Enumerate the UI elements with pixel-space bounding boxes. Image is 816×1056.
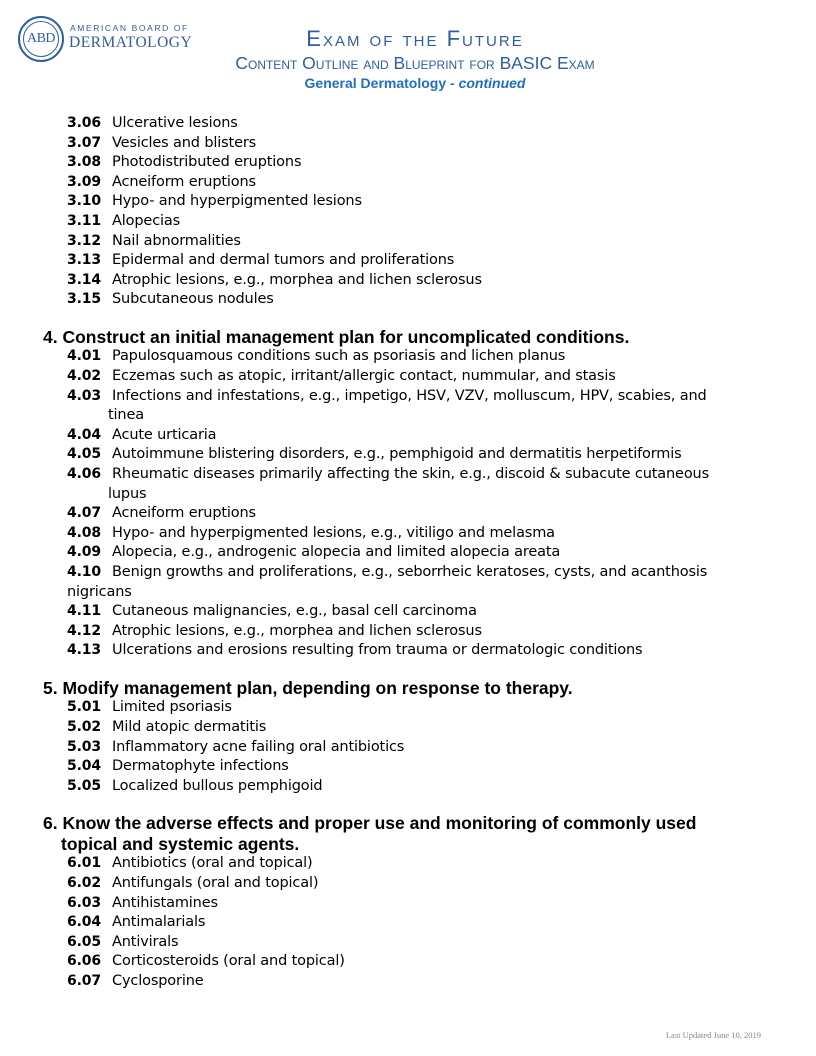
item-text: Benign growths and proliferations, e.g., seborrheic keratoses, cysts, and acanthosis [112, 563, 708, 580]
section-label [150, 74, 680, 92]
item-text: Antifungals (oral and topical) [112, 875, 319, 891]
outline-item [0, 602, 816, 622]
item-number: 4.08 [67, 524, 101, 541]
item-text: Inflammatory acne failing oral antibiotics [112, 738, 405, 755]
outline-item [0, 232, 816, 252]
outline-item [0, 347, 816, 367]
item-text: Hypo- and hyperpigmented lesions [112, 193, 362, 210]
item-text: Antibiotics (oral and topical) [112, 855, 313, 872]
item-text: Dermatophyte infections [112, 758, 289, 775]
abd-seal-icon [18, 16, 64, 62]
item-number: 4.05 [67, 446, 101, 463]
outline-item [0, 913, 816, 933]
item-text: Infections and infestations, e.g., impetigo, HSV, VZV, molluscum, HPV, scabies, and [112, 387, 707, 404]
section-6-list [0, 854, 816, 991]
item-number: 6.06 [67, 953, 101, 970]
item-number: 3.15 [67, 291, 101, 308]
outline-item [0, 524, 816, 544]
item-text: Localized bullous pemphigoid [112, 777, 323, 794]
outline-content [0, 114, 816, 992]
last-updated: Last Updated June 10, 2019 [665, 1030, 761, 1040]
item-text: Ulcerative lesions [112, 115, 238, 131]
item-text: Atrophic lesions, e.g., morphea and lichen sclerosus [112, 271, 482, 288]
outline-item [0, 563, 816, 583]
outline-item [0, 777, 816, 797]
outline-item [0, 251, 816, 271]
item-text: Papulosquamous conditions such as psoriasis and lichen planus [112, 348, 566, 365]
item-text: Antihistamines [112, 894, 218, 911]
item-number: 3.12 [67, 232, 101, 249]
item-text: Photodistributed eruptions [112, 154, 302, 171]
item-text: Mild atopic dermatitis [112, 719, 267, 736]
item-number: 4.01 [67, 348, 101, 365]
outline-item [0, 738, 816, 758]
page-header [150, 26, 680, 92]
outline-item [0, 972, 816, 992]
item-number: 5.04 [67, 758, 101, 775]
outline-item [0, 757, 816, 777]
item-number: 4.07 [67, 505, 101, 522]
item-text: Subcutaneous nodules [112, 291, 274, 308]
item-text: Acneiform eruptions [112, 505, 256, 522]
outline-item [0, 952, 816, 972]
outline-item [0, 933, 816, 953]
item-text: Atrophic lesions, e.g., morphea and lichen sclerosus [112, 622, 482, 639]
item-number: 3.08 [67, 154, 101, 171]
item-number: 3.11 [67, 212, 101, 229]
item-number: 5.05 [67, 777, 101, 794]
item-number: 3.14 [67, 271, 101, 288]
section-label-text: General Dermatology [304, 75, 447, 91]
group-3-list [0, 114, 816, 310]
item-number: 4.02 [67, 368, 101, 385]
item-number: 4.10 [67, 563, 101, 580]
outline-item [0, 290, 816, 310]
outline-item [0, 718, 816, 738]
item-text: Alopecia, e.g., androgenic alopecia and limited alopecia areata [112, 544, 561, 561]
item-text-continued: nigricans [67, 583, 132, 600]
item-number: 6.02 [67, 875, 101, 891]
item-number: 5.02 [67, 719, 101, 736]
outline-item [0, 271, 816, 291]
section-4-heading: 4. Construct an initial management plan for uncomplicated conditions. [43, 326, 630, 347]
item-text: Alopecias [112, 212, 181, 229]
seal-text: ABD [23, 21, 59, 57]
section-5-list [0, 698, 816, 796]
outline-item [0, 894, 816, 914]
item-text: Cutaneous malignancies, e.g., basal cell carcinoma [112, 603, 477, 620]
item-text: Epidermal and dermal tumors and proliferations [112, 252, 455, 269]
item-text: Antivirals [112, 933, 179, 950]
outline-item [0, 543, 816, 563]
outline-item [0, 367, 816, 387]
item-text: Hypo- and hyperpigmented lesions, e.g., vitiligo and melasma [112, 524, 555, 541]
item-number: 6.03 [67, 894, 101, 911]
logo-line-1: AMERICAN BOARD OF [70, 23, 189, 33]
logo-line-2: DERMATOLOGY [69, 34, 193, 51]
item-number: 3.06 [67, 115, 101, 131]
item-text: Autoimmune blistering disorders, e.g., pemphigoid and dermatitis herpetiformis [112, 446, 682, 463]
outline-item [0, 465, 816, 485]
section-6-heading-cont: topical and systemic agents. [61, 833, 300, 854]
item-number: 5.03 [67, 738, 101, 755]
outline-item [0, 622, 816, 642]
outline-item [0, 173, 816, 193]
item-number: 6.05 [67, 933, 101, 950]
item-text: Corticosteroids (oral and topical) [112, 953, 345, 970]
item-number: 6.04 [67, 914, 101, 931]
item-text: Acute urticaria [112, 426, 217, 443]
outline-item [0, 387, 816, 407]
item-number: 4.11 [67, 603, 101, 620]
item-number: 4.04 [67, 426, 101, 443]
item-text: Antimalarials [112, 914, 206, 931]
page-subtitle: Content Outline and Blueprint for BASIC Exam [235, 53, 595, 73]
outline-item [0, 134, 816, 154]
item-number: 5.01 [67, 699, 101, 716]
item-number: 6.01 [67, 855, 101, 872]
item-text: Nail abnormalities [112, 232, 241, 249]
item-number: 3.13 [67, 252, 101, 269]
outline-item [0, 192, 816, 212]
item-text: Vesicles and blisters [112, 134, 257, 151]
item-text: Limited psoriasis [112, 699, 232, 716]
section-label-suffix: - continued [450, 75, 526, 91]
section-6-heading: 6. Know the adverse effects and proper use and monitoring of commonly used [43, 813, 697, 834]
item-number: 3.09 [67, 173, 101, 190]
item-number: 4.03 [67, 387, 101, 404]
item-text: Rheumatic diseases primarily affecting the skin, e.g., discoid & subacute cutaneous [112, 466, 709, 482]
item-number: 4.13 [67, 642, 101, 659]
item-number: 4.09 [67, 544, 101, 561]
outline-item [0, 212, 816, 232]
page-title: Exam of the Future [306, 26, 524, 51]
section-5-heading: 5. Modify management plan, depending on response to therapy. [43, 677, 573, 698]
outline-item [0, 874, 816, 894]
outline-item [0, 153, 816, 173]
section-4-list [0, 347, 816, 661]
item-text: Eczemas such as atopic, irritant/allergic contact, nummular, and stasis [112, 368, 616, 385]
outline-item [0, 114, 816, 134]
outline-item [0, 854, 816, 874]
item-text: Cyclosporine [112, 972, 204, 989]
outline-item [0, 641, 816, 661]
outline-item [0, 698, 816, 718]
outline-item [0, 426, 816, 446]
item-number: 4.12 [67, 622, 101, 639]
outline-item [0, 445, 816, 465]
item-text: Ulcerations and erosions resulting from trauma or dermatologic conditions [112, 642, 643, 659]
item-text: Acneiform eruptions [112, 173, 256, 190]
item-text-continued: lupus [108, 485, 147, 502]
item-text-continued: tinea [108, 407, 144, 424]
item-number: 4.06 [67, 466, 101, 482]
item-number: 3.07 [67, 134, 101, 151]
outline-item [0, 504, 816, 524]
item-number: 6.07 [67, 972, 101, 989]
item-number: 3.10 [67, 193, 101, 210]
